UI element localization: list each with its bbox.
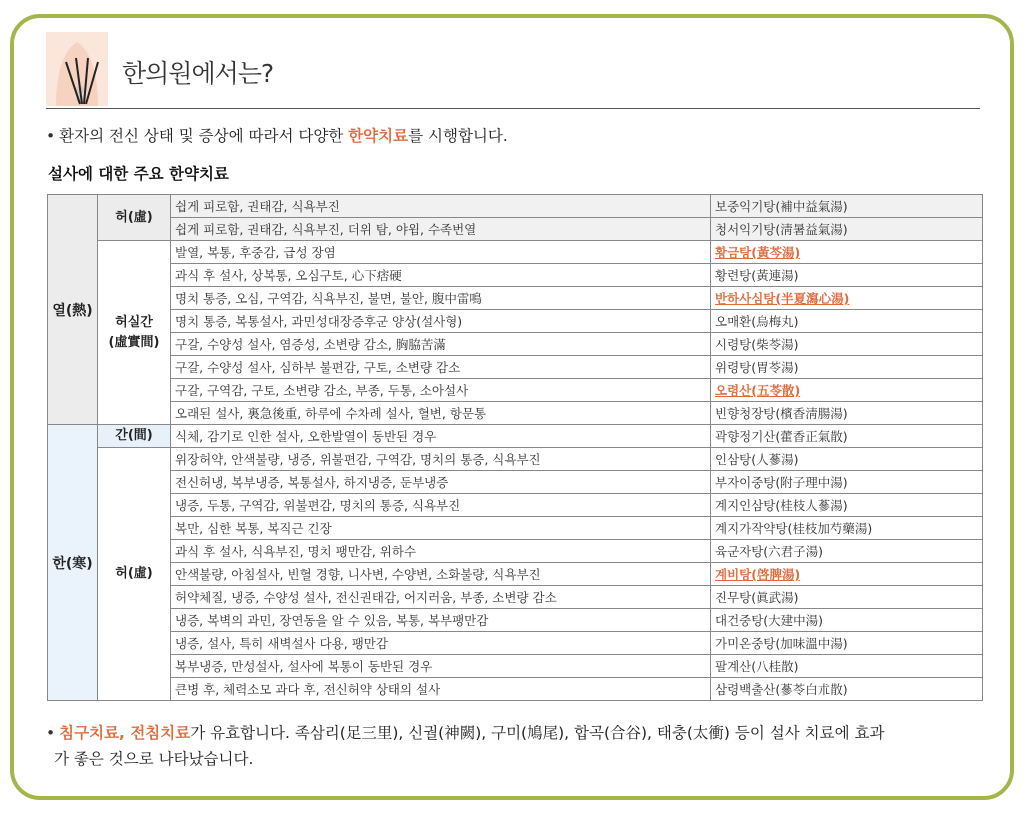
table-row (48, 517, 983, 540)
symptom-cell: 안색불량, 아침설사, 빈혈 경향, 니사변, 수양변, 소화불량, 식욕부진 (171, 563, 711, 586)
prescription-cell: 계지가작약탕(桂枝加芍藥湯) (711, 517, 983, 540)
table-row (48, 402, 983, 425)
symptom-cell: 과식 후 설사, 식욕부진, 명치 팽만감, 위하수 (171, 540, 711, 563)
symptom-cell: 과식 후 설사, 상복통, 오심구토, 心下痞硬 (171, 264, 711, 287)
prescription-cell: 오령산(五苓散) (711, 379, 983, 402)
symptom-cell: 명치 통증, 오심, 구역감, 식욕부진, 불면, 불안, 腹中雷鳴 (171, 287, 711, 310)
prescription-cell: 황금탕(黃芩湯) (711, 241, 983, 264)
table-row (48, 655, 983, 678)
symptom-cell: 구갈, 수양성 설사, 염증성, 소변량 감소, 胸脇苦滿 (171, 333, 711, 356)
table-row (48, 586, 983, 609)
table-row (48, 471, 983, 494)
prescription-cell: 위령탕(胃苓湯) (711, 356, 983, 379)
prescription-cell: 진무탕(眞武湯) (711, 586, 983, 609)
table-row (48, 195, 983, 218)
prescription-cell: 청서익기탕(淸暑益氣湯) (711, 218, 983, 241)
symptom-cell: 큰병 후, 체력소모 과다 후, 전신허약 상태의 설사 (171, 678, 711, 701)
table-row (48, 241, 983, 264)
prescription-cell: 팔계산(八桂散) (711, 655, 983, 678)
bullet-icon: • (46, 724, 56, 742)
table-row (48, 379, 983, 402)
group-cold-label: 한(寒) (48, 425, 98, 701)
section-title: 설사에 대한 주요 한약치료 (48, 165, 229, 183)
prescription-cell: 계비탕(啓脾湯) (711, 563, 983, 586)
symptom-cell: 구갈, 구역감, 구토, 소변량 감소, 부종, 두통, 소아설사 (171, 379, 711, 402)
table-row (48, 287, 983, 310)
symptom-cell: 냉증, 설사, 특히 새벽설사 다용, 팽만감 (171, 632, 711, 655)
table-row (48, 448, 983, 471)
prescription-cell: 보중익기탕(補中益氣湯) (711, 195, 983, 218)
symptom-cell: 쉽게 피로함, 권태감, 식욕부진, 더위 탐, 야윔, 수족번열 (171, 218, 711, 241)
prescription-cell: 인삼탕(人蔘湯) (711, 448, 983, 471)
table-row (48, 632, 983, 655)
symptom-cell: 위장허약, 안색불량, 냉증, 위불편감, 구역감, 명치의 통증, 식욕부진 (171, 448, 711, 471)
herbal-treatment-table (47, 194, 983, 701)
symptom-cell: 냉증, 복벽의 과민, 장연동을 알 수 있음, 복통, 복부팽만감 (171, 609, 711, 632)
subgroup-mixed-label: 허실간 (虛實間) (98, 241, 171, 425)
prescription-cell: 곽향정기산(藿香正氣散) (711, 425, 983, 448)
table-row (48, 218, 983, 241)
acupuncture-illustration (46, 32, 108, 106)
prescription-cell: 반하사심탕(半夏瀉心湯) (711, 287, 983, 310)
symptom-cell: 명치 통증, 복통설사, 과민성대장증후군 양상(설사형) (171, 310, 711, 333)
prescription-cell: 계지인삼탕(桂枝人蔘湯) (711, 494, 983, 517)
table-row (48, 609, 983, 632)
highlight-herbal-treatment: 한약치료 (348, 127, 409, 145)
table-row (48, 494, 983, 517)
page-title: 한의원에서는? (122, 59, 274, 88)
footer-note: • 침구치료, 전침치료가 유효합니다. 족삼리(足三里), 신궐(神闕), 구미(鳩尾), 합곡(合谷), 태충(太衝) 등이 설사 치료에 효과 가 좋은 것으로 나타났습니다. (46, 724, 885, 768)
table-row (48, 264, 983, 287)
table-row (48, 540, 983, 563)
prescription-cell: 빈향청장탕(檳香淸腸湯) (711, 402, 983, 425)
table-row (48, 333, 983, 356)
subgroup-deficiency-label: 허(虛) (98, 195, 171, 241)
table-row (48, 310, 983, 333)
table-row (48, 356, 983, 379)
subgroup-cold-deficiency-label: 허(虛) (98, 448, 171, 701)
symptom-cell: 전신허냉, 복부냉증, 복통설사, 하지냉증, 둔부냉증 (171, 471, 711, 494)
symptom-cell: 허약체질, 냉증, 수양성 설사, 전신권태감, 어지러움, 부종, 소변량 감소 (171, 586, 711, 609)
table-row (48, 563, 983, 586)
symptom-cell: 복부냉증, 만성설사, 설사에 복통이 동반된 경우 (171, 655, 711, 678)
prescription-cell: 삼령백출산(蔘苓白朮散) (711, 678, 983, 701)
highlight-acupuncture: 침구치료, 전침치료 (59, 724, 191, 742)
prescription-cell: 육군자탕(六君子湯) (711, 540, 983, 563)
group-heat-label: 열(熱) (48, 195, 98, 425)
symptom-cell: 복만, 심한 복통, 복직근 긴장 (171, 517, 711, 540)
prescription-cell: 부자이중탕(附子理中湯) (711, 471, 983, 494)
table-row (48, 425, 983, 448)
prescription-cell: 황련탕(黃連湯) (711, 264, 983, 287)
symptom-cell: 쉽게 피로함, 권태감, 식욕부진 (171, 195, 711, 218)
subgroup-intermediate-label: 간(間) (98, 425, 171, 448)
page-header (46, 32, 980, 109)
symptom-cell: 오래된 설사, 裏急後重, 하루에 수차례 설사, 혈변, 항문통 (171, 402, 711, 425)
symptom-cell: 발열, 복통, 후중감, 급성 장염 (171, 241, 711, 264)
prescription-cell: 대건중탕(大建中湯) (711, 609, 983, 632)
symptom-cell: 구갈, 수양성 설사, 심하부 불편감, 구토, 소변량 감소 (171, 356, 711, 379)
symptom-cell: 식체, 감기로 인한 설사, 오한발열이 동반된 경우 (171, 425, 711, 448)
symptom-cell: 냉증, 두통, 구역감, 위불편감, 명치의 통증, 식욕부진 (171, 494, 711, 517)
intro-text: • 환자의 전신 상태 및 증상에 따라서 다양한 한약치료를 시행합니다. (46, 127, 508, 145)
table-row (48, 678, 983, 701)
prescription-cell: 시령탕(柴苓湯) (711, 333, 983, 356)
bullet-icon: • (46, 127, 56, 145)
prescription-cell: 가미온중탕(加味溫中湯) (711, 632, 983, 655)
prescription-cell: 오매환(烏梅丸) (711, 310, 983, 333)
